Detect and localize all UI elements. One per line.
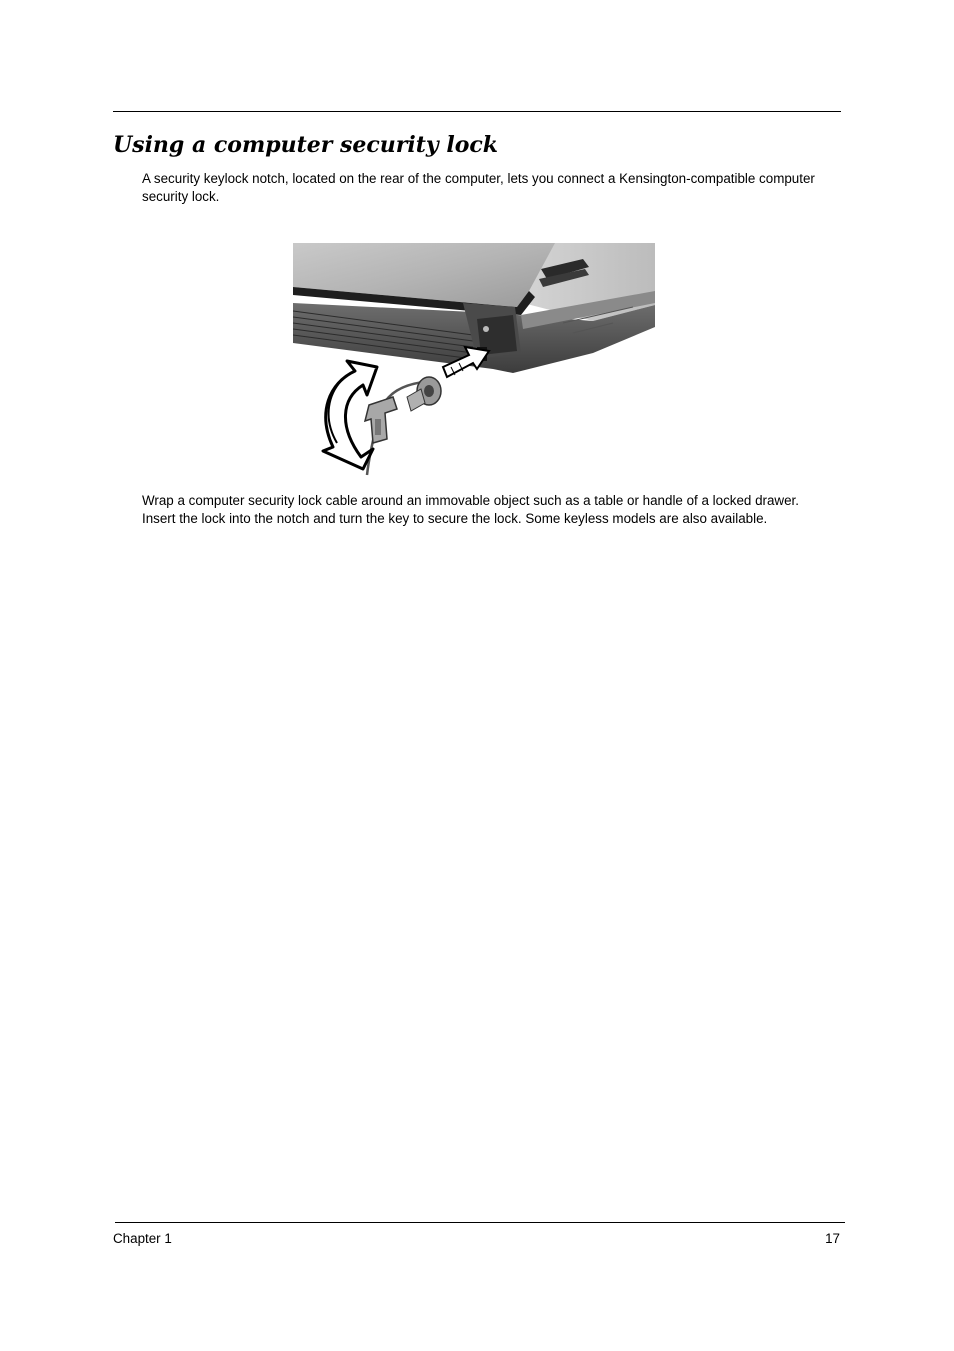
footer-page-number: 17 [825,1231,840,1246]
footer-chapter: Chapter 1 [113,1231,172,1246]
section-title: Using a computer security lock [113,132,499,158]
footer-rule [115,1222,845,1223]
body-paragraph: Wrap a computer security lock cable around an immovable object such as a table or handle of a locked drawer. Insert the lock into the notch and turn the key to secure the lock. Some keyless models are also available. [142,493,799,526]
security-lock-illustration [293,243,655,477]
header-rule [113,111,841,112]
intro-paragraph: A security keylock notch, located on the rear of the computer, lets you connect a Kensington-compatible computer security lock. [142,171,815,204]
